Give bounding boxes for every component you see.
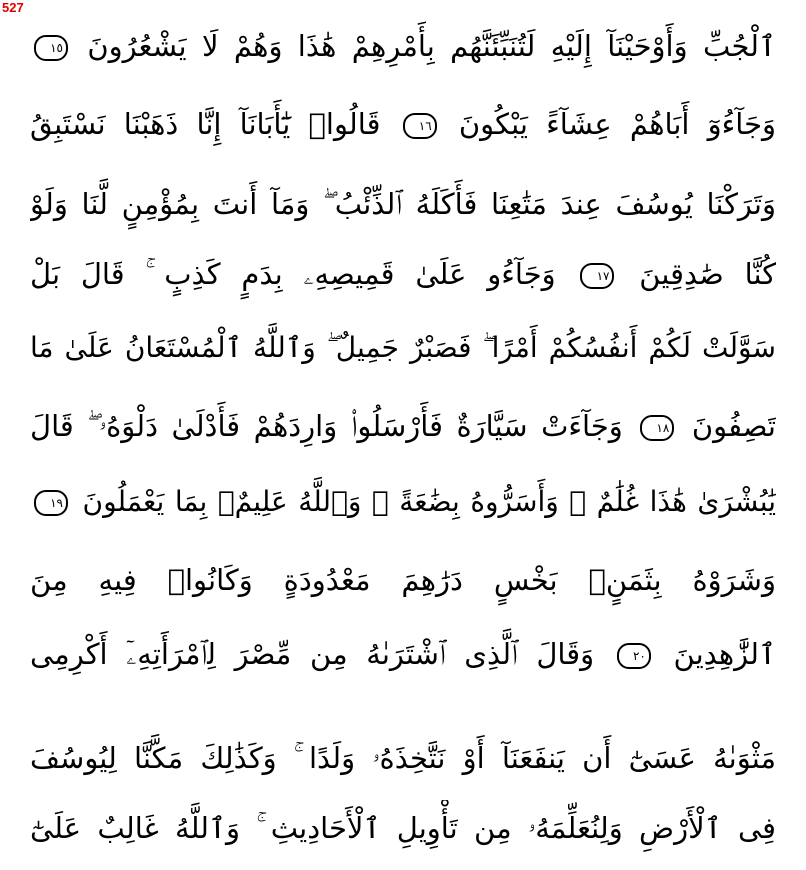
text-line-9 bbox=[30, 626, 776, 682]
text-line-5 bbox=[30, 320, 776, 376]
ayah-number-marker: ١٨ bbox=[640, 415, 674, 441]
text-line-3 bbox=[30, 176, 776, 232]
ayah-number-marker: ١٩ bbox=[34, 490, 68, 516]
line-text: وَجَآءُوٓ أَبَاهُمْ عِشَآءً يَبْكُونَ bbox=[458, 107, 776, 141]
text-line-8 bbox=[30, 552, 776, 608]
text-line-6 bbox=[30, 398, 776, 454]
line-text-continued: وَقَالَ ٱلَّذِى ٱشْتَرَىٰهُ مِن مِّصْرَ لِٱمْرَأَتِهِۦٓ أَكْرِمِى bbox=[30, 637, 595, 671]
line-text: سَوَّلَتْ لَكُمْ أَنفُسُكُمْ أَمْرًا ۖ فَصَبْرٌ جَمِيلٌ ۖ وَٱللَّهُ ٱلْمُسْتَعَانُ عَلَىٰ مَا bbox=[30, 331, 776, 364]
line-text-continued: وَجَآءُو عَلَىٰ قَمِيصِهِۦ بِدَمٍ كَذِبٍ ۚ قَالَ بَلْ bbox=[30, 257, 556, 291]
text-line-2 bbox=[30, 96, 776, 152]
ayah-number-marker: ٢٠ bbox=[617, 643, 651, 669]
line-text: فِى ٱلْأَرْضِ وَلِنُعَلِّمَهُۥ مِن تَأْوِيلِ ٱلْأَحَادِيثِ ۚ وَٱللَّهُ غَالِبٌ عَلَىٰٓ bbox=[30, 811, 776, 845]
text-line-7 bbox=[30, 474, 776, 530]
line-text: ٱلْجُبِّ وَأَوْحَيْنَآ إِلَيْهِ لَتُنَبِّئَنَّهُم بِأَمْرِهِمْ هَٰذَا وَهُمْ لَا يَشْعُرُونَ bbox=[87, 29, 776, 63]
ayah-number-marker: ١٧ bbox=[580, 263, 614, 289]
line-text-continued: قَالُوا۟ يَٰٓأَبَانَآ إِنَّا ذَهَبْنَا نَسْتَبِقُ bbox=[30, 107, 381, 141]
text-line-10 bbox=[30, 730, 776, 786]
text-line-11 bbox=[30, 800, 776, 856]
line-text: وَتَرَكْنَا يُوسُفَ عِندَ مَتَٰعِنَا فَأَكَلَهُ ٱلذِّئْبُ ۖ وَمَآ أَنتَ بِمُؤْمِنٍ لَّنَا وَلَوْ bbox=[30, 187, 776, 221]
line-text: ٱلزَّٰهِدِينَ bbox=[673, 637, 776, 671]
page-number: 527 bbox=[2, 0, 24, 15]
line-text: يَٰبُشْرَىٰ هَٰذَا غُلَٰمٌ ۚ وَأَسَرُّوهُ بِضَٰعَةً ۚ وَٱللَّهُ عَلِيمٌۢ بِمَا يَعْمَلُونَ bbox=[82, 485, 776, 518]
ayah-number-marker: ١٥ bbox=[34, 35, 68, 61]
line-text-continued: وَجَآءَتْ سَيَّارَةٌ فَأَرْسَلُوا۟ وَارِدَهُمْ فَأَدْلَىٰ دَلْوَهُۥ ۖ قَالَ bbox=[30, 409, 623, 443]
line-text: تَصِفُونَ bbox=[691, 409, 776, 443]
line-text: كُنَّا صَٰدِقِينَ bbox=[639, 257, 776, 291]
line-text: وَشَرَوْهُ بِثَمَنٍۭ بَخْسٍ دَرَٰهِمَ مَعْدُودَةٍ وَكَانُوا۟ فِيهِ مِنَ bbox=[30, 563, 776, 597]
text-line-1 bbox=[30, 18, 776, 74]
ayah-number-marker: ١٦ bbox=[403, 113, 437, 139]
text-line-4 bbox=[30, 246, 776, 302]
line-text: مَثْوَىٰهُ عَسَىٰٓ أَن يَنفَعَنَآ أَوْ نَتَّخِذَهُۥ وَلَدًا ۚ وَكَذَٰلِكَ مَكَّنَّا لِيُوسُفَ bbox=[30, 741, 776, 775]
